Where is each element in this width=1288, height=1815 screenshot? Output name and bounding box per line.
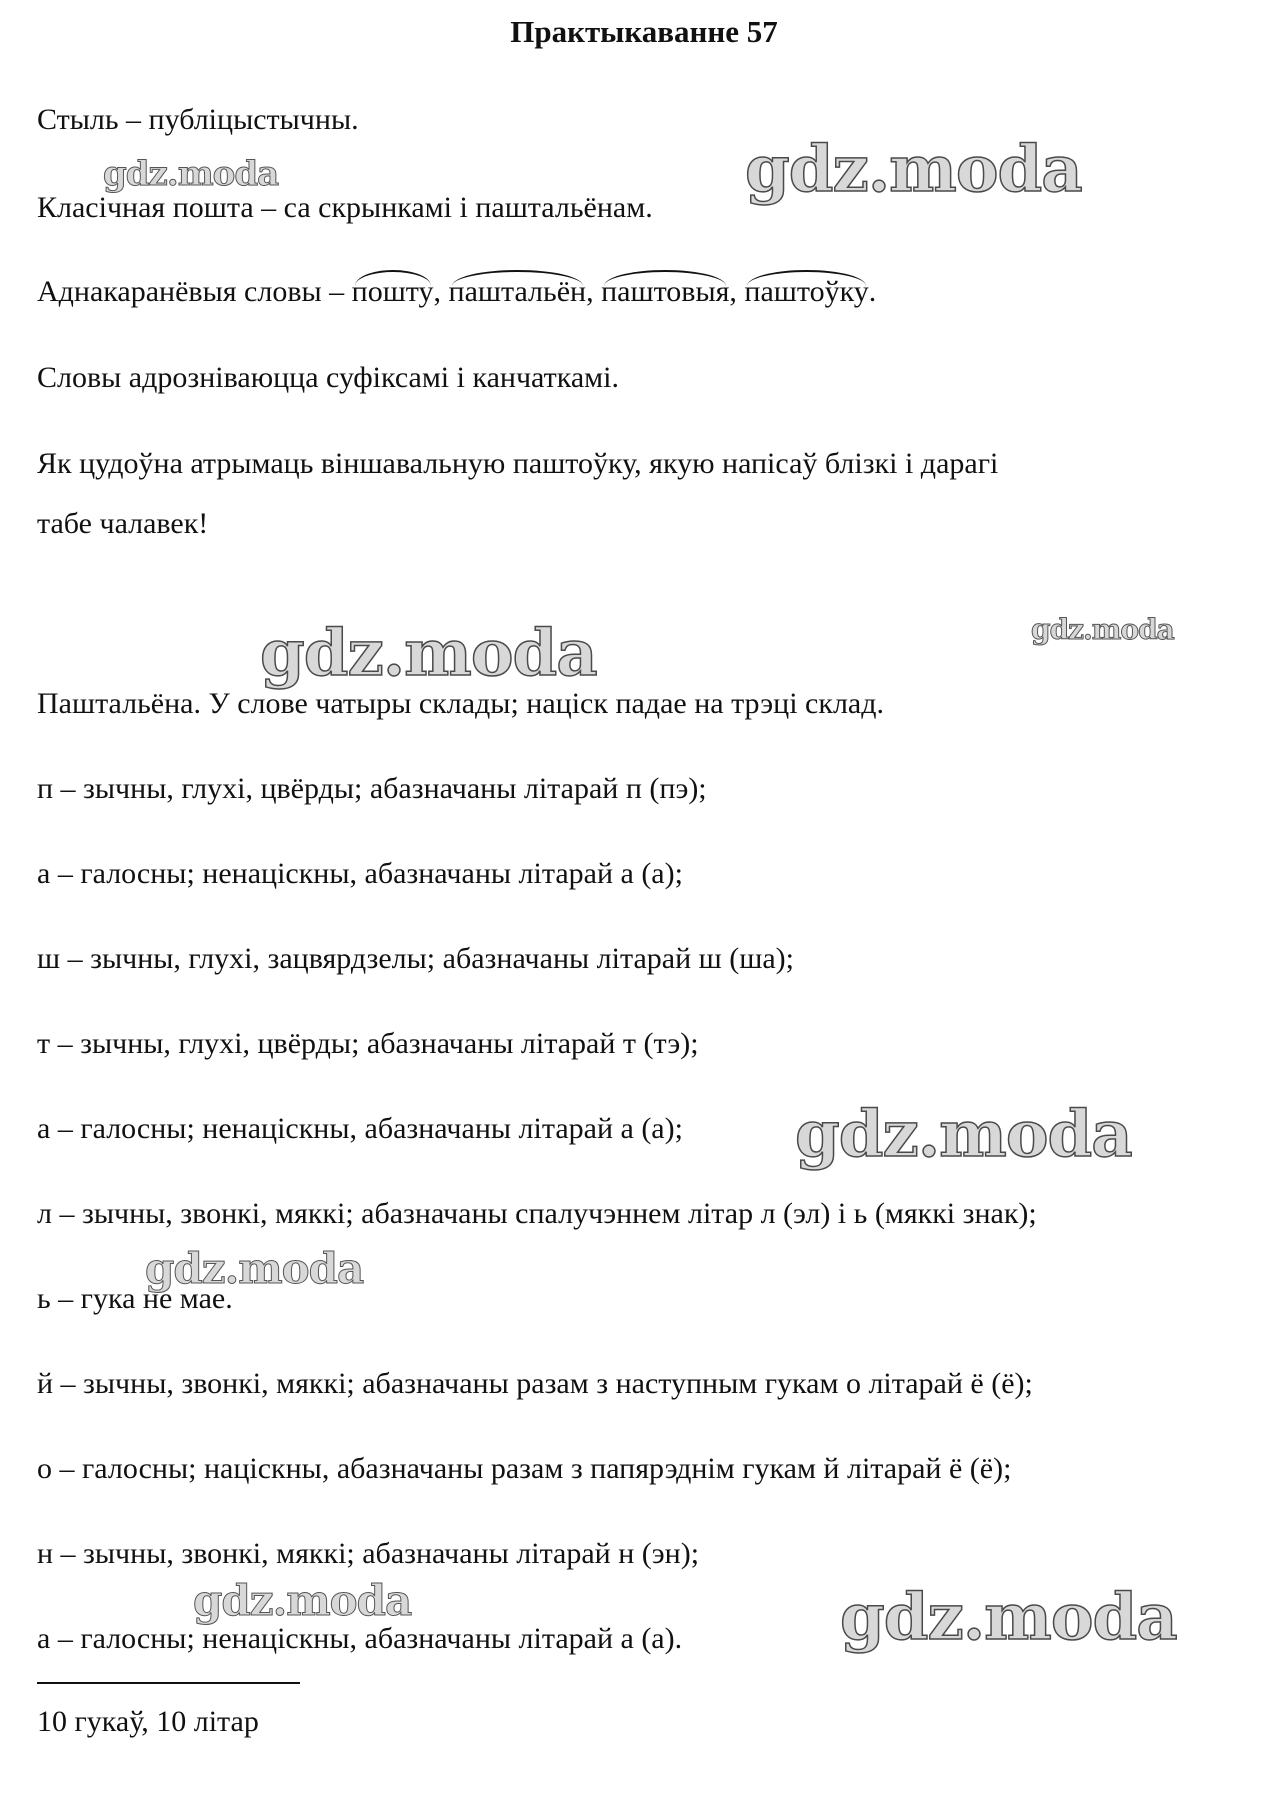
sound-line: т – зычны, глухі, цвёрды; абазначаны літарай т (тэ); (37, 1027, 699, 1060)
watermark: gdz.moda (1031, 613, 1174, 646)
sound-line: а – галосны; ненаціскны, абазначаны літарай а (а); (37, 857, 683, 890)
sound-line: ь – гука не мае. (37, 1282, 233, 1315)
watermark: gdz.moda (260, 616, 597, 691)
cognate-word: паштоўку (744, 275, 869, 308)
wonderful-line-2: табе чалавек! (37, 507, 209, 540)
sound-line: л – зычны, звонкі, мяккі; абазначаны спалучэннем літар л (эл) і ь (мяккі знак); (37, 1197, 1037, 1230)
analysis-intro: Паштальёна. У слове чатыры склады; націск падае на трэці склад. (37, 687, 885, 720)
watermark: gdz.moda (840, 1580, 1177, 1655)
watermark: gdz.moda (795, 1097, 1132, 1172)
sound-line: а – галосны; ненаціскны, абазначаны літарай а (а); (37, 1112, 683, 1145)
sound-line: п – зычны, глухі, цвёрды; абазначаны літарай п (пэ); (37, 772, 707, 805)
watermark: gdz.moda (193, 1576, 412, 1625)
footnote-divider (37, 1682, 300, 1684)
cognate-word: паштальён (448, 275, 587, 308)
differ-line: Словы адрозніваюцца суфіксамі і канчаткамі. (37, 361, 619, 394)
style-line: Стыль – публіцыстычны. (37, 103, 359, 136)
page-title: Практыкаванне 57 (510, 14, 778, 49)
classic-mail-line: Класічная пошта – са скрынкамі і паштальёнам. (37, 191, 653, 224)
cognate-word: паштовыя (601, 275, 730, 308)
cognates-line: Аднакаранёвыя словы – пошту, паштальён, паштовыя, паштоўку. (37, 275, 877, 308)
sound-line: о – галосны; націскны, абазначаны разам з папярэднім гукам й літарай ё (ё); (37, 1452, 1012, 1485)
footnote: 10 гукаў, 10 літар (37, 1705, 259, 1738)
wonderful-line-1: Як цудоўна атрымаць віншавальную паштоўку, якую напісаў блізкі і дарагі (37, 447, 999, 480)
sound-line: н – зычны, звонкі, мяккі; абазначаны літарай н (эн); (37, 1537, 700, 1570)
sound-line: ш – зычны, глухі, зацвярдзелы; абазначаны літарай ш (ша); (37, 942, 794, 975)
watermark: gdz.moda (745, 132, 1082, 207)
sound-line: а – галосны; ненаціскны, абазначаны літарай а (а). (37, 1622, 683, 1655)
cognates-prefix: Аднакаранёвыя словы – (37, 275, 352, 308)
watermark: gdz.moda (103, 154, 279, 194)
sound-line: й – зычны, звонкі, мяккі; абазначаны разам з наступным гукам о літарай ё (ё); (37, 1367, 1033, 1400)
watermark: gdz.moda (145, 1244, 364, 1293)
cognate-word: пошту (351, 275, 434, 308)
